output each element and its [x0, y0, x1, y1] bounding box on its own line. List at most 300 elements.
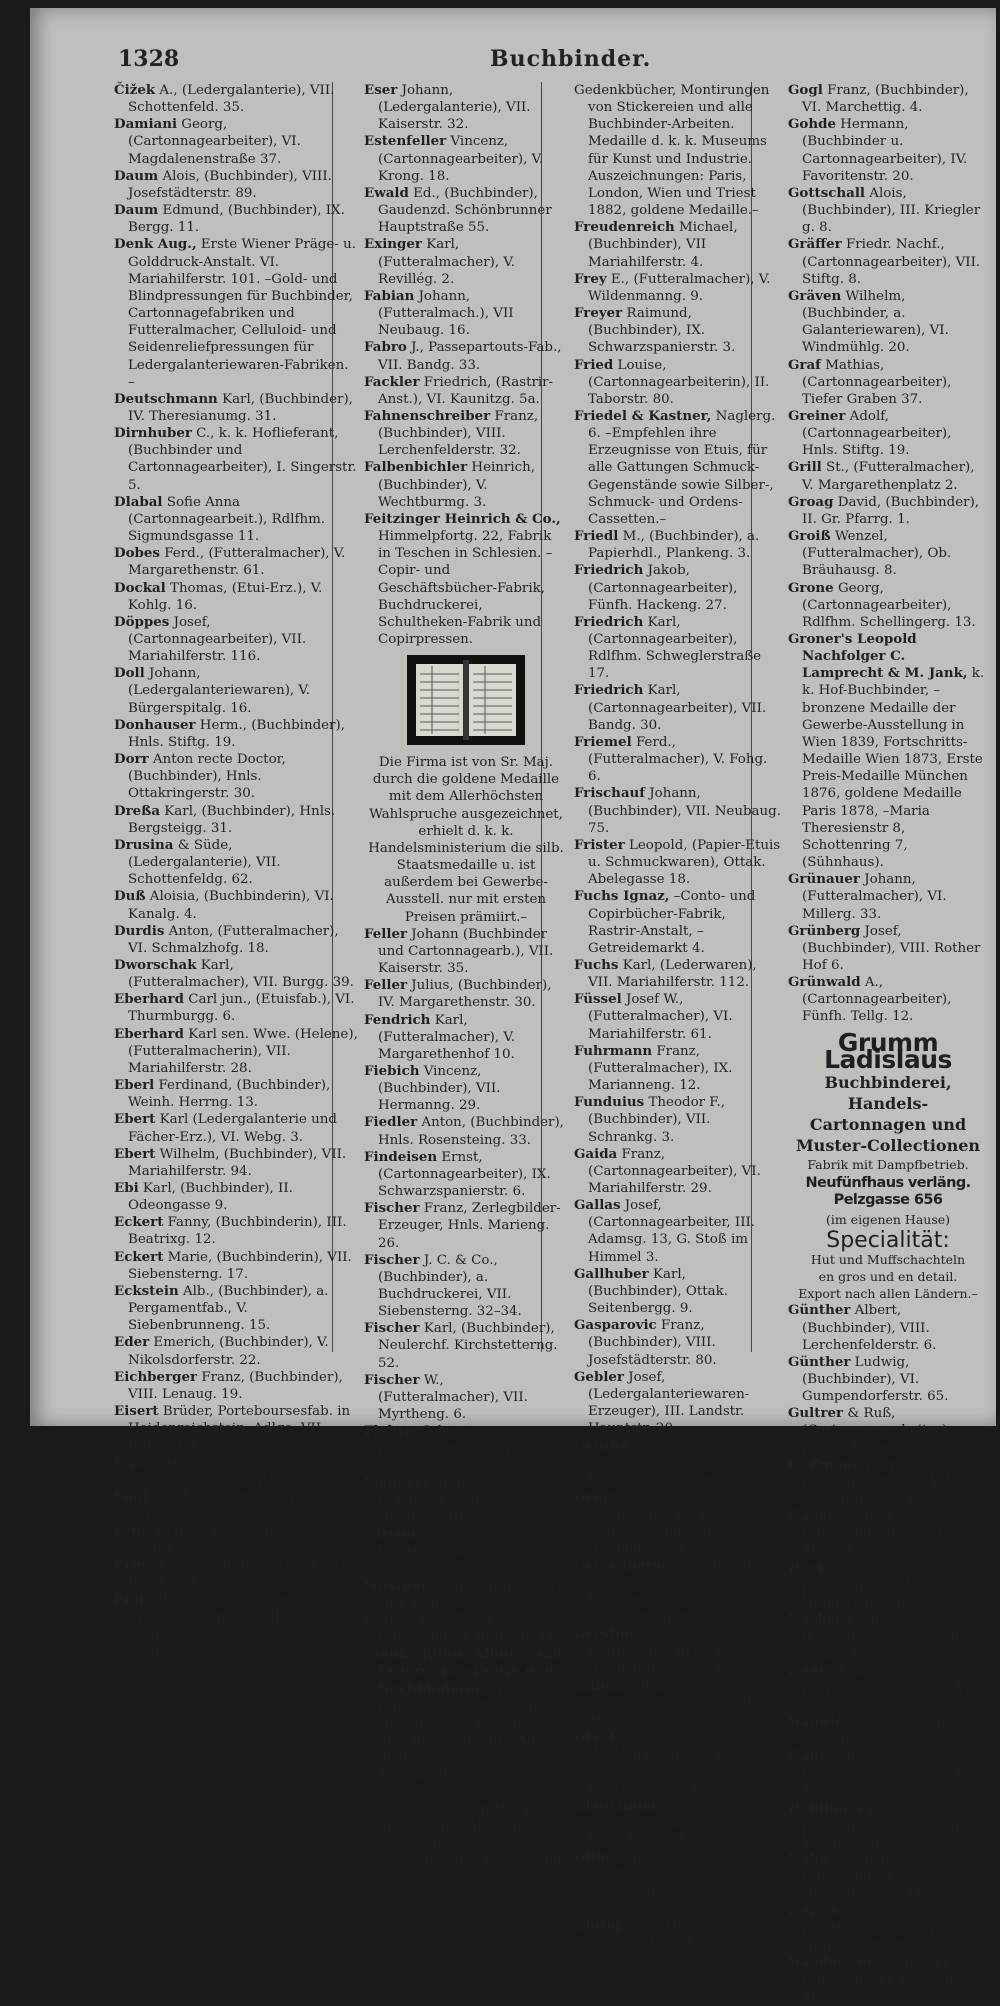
- entry-details: Herm., (Buchbinder), Hnls. Stiftg. 19.: [128, 717, 345, 750]
- entry-name: Dworschak: [114, 956, 197, 973]
- directory-entry: [788, 631, 988, 871]
- directory-entry: [114, 1403, 358, 1454]
- entry-name: Ebert: [114, 1111, 156, 1128]
- entry-name: Fahnenschreiber: [364, 407, 491, 424]
- directory-entry: [114, 1111, 358, 1145]
- directory-entry: [788, 528, 988, 579]
- entry-details: Marie, (Buchbinderin), VII. Siebensterng. 17.: [128, 1249, 352, 1282]
- entry-details: M., (Buchbinder), a. Papierhdl., Plankeng. 3.: [588, 529, 760, 562]
- entry-details: Heinr., (Futteralmacher), Rauhensteing. 7 und Himmelpfortg. 7.: [588, 1489, 729, 1557]
- entry-name: Fischer: [364, 1320, 420, 1337]
- entry-name: Estenfeller: [364, 133, 447, 150]
- entry-name: Eberl: [114, 1077, 155, 1094]
- directory-entry: [364, 926, 568, 977]
- entry-details: Ferdinand, (Buchbinder), Himmelpfortg. 17.: [802, 1852, 928, 1902]
- entry-details: –Conto- und Copirbücher-Fabrik, Rastrir-Anstalt, –Getreidemarkt 4.: [588, 889, 756, 956]
- entry-name: Daum: [114, 167, 159, 184]
- entry-details: Karl, (Futteralmacher), V. Margarethenhof 10.: [378, 1012, 515, 1062]
- directory-entry: [788, 1405, 988, 1456]
- entry-details: k. k. Hof-Buchbinder, –bronzene Medaille der Gewerbe-Ausstellung in Wien 1839, Fortschritts-Medaille Wien 1873, Erste Preis-Medaille München 1876, goldene Medaille Paris 1878, –Maria Theresienstr 8, Schottenring 7, (Sühnhaus).: [802, 666, 985, 871]
- directory-entry: [114, 665, 358, 716]
- entry-details: Anton recte Doctor, (Buchbinder), Hnls. Ottakringerstr. 30.: [128, 752, 286, 802]
- entry-name: Dorr: [114, 751, 149, 768]
- directory-entry: [574, 1678, 782, 1729]
- directory-entry: [788, 974, 988, 1025]
- entry-details: Franz, (Futteralmacher), IX. Marianneng. 12.: [588, 1043, 733, 1094]
- directory-entry: [364, 1526, 568, 1577]
- entry-name: Čižek: [114, 82, 156, 98]
- directory-entry: [114, 1249, 358, 1283]
- directory-entry: [574, 1849, 782, 1918]
- entry-name: Exinger: [364, 236, 422, 253]
- directory-entry: [574, 1557, 782, 1626]
- entry-name: Grill: [788, 459, 822, 476]
- directory-entry: [364, 408, 568, 459]
- directory-entry: [574, 528, 782, 562]
- directory-entry: [114, 1180, 358, 1214]
- entry-details: Karl, (Futteralmacher), V. Revillég. 2.: [378, 237, 515, 287]
- entry-name: Günther: [788, 1302, 851, 1319]
- entry-details: Wilhelm, (Buchbinder, a. Galanteriewaren), VI. Windmühlg. 20.: [802, 288, 949, 356]
- entry-name: Grone: [788, 579, 834, 596]
- directory-entry: [788, 580, 988, 631]
- entry-name: Groag: [788, 493, 834, 510]
- entry-name: Halik: [788, 1851, 829, 1868]
- entry-name: Hadwig: [788, 1714, 845, 1731]
- entry-details: Johann, (Buchbinder), VII. Neubaug. 75.: [588, 786, 781, 836]
- entry-details: Ferd., (Futteralmacher), V. Fohg. 6.: [588, 734, 768, 785]
- entry-name: Grünberg: [788, 922, 861, 939]
- directory-entry: [788, 1457, 988, 1508]
- entry-details: Heinrich, (Buchbinder), V. Wechtburmg. 3.: [378, 460, 535, 510]
- entry-name: Fuhrmann: [574, 1042, 653, 1059]
- entry-name: Grünauer: [788, 871, 860, 888]
- ad-line: (im eigenen Hause): [825, 1212, 951, 1228]
- entry-name: Fischer: [364, 1200, 420, 1217]
- entry-name: Flohrer: [364, 1423, 420, 1440]
- directory-entry: [574, 1197, 782, 1266]
- entry-name: Forstner: [364, 1577, 428, 1594]
- directory-entry: [364, 1320, 568, 1371]
- directory-entry: [114, 1334, 358, 1368]
- column-2-entries-top: [364, 82, 568, 648]
- ad-line: Muster-Collectionen: [795, 1135, 981, 1155]
- entry-details: Mathias, (Rastrirer), Ottak. Hauptstr. 107.: [378, 1475, 502, 1526]
- directory-entry: [114, 1214, 358, 1248]
- entry-details: David, (Buchbinder), II. Gr. Pfarrg. 1.: [802, 494, 980, 527]
- entry-details: Karl, (Buchbinder), Ottak. Seitenbergg. 9.: [588, 1266, 729, 1317]
- directory-entry: [364, 339, 568, 373]
- entry-details: Ferdinand, (Buchbinder), Weinh. Herrng. 13.: [128, 1078, 331, 1111]
- entry-name: Frank: [364, 1611, 409, 1628]
- directory-entry: [364, 185, 568, 236]
- directory-entry: [114, 82, 358, 116]
- entry-details: Josef, (Buchbinder), VIII. Rother Hof 6.: [802, 923, 981, 973]
- directory-entry: [788, 185, 988, 236]
- entry-name: Freudenreich: [574, 219, 675, 236]
- directory-entry: [788, 494, 988, 528]
- directory-entry: [788, 116, 988, 185]
- entry-details: & Ruß, (Cartonnagearbeiter), Fünfh. Rosinag. 8.: [802, 1406, 952, 1456]
- entry-name: Geißenberger: [574, 1557, 678, 1574]
- entry-details: Johann, (Ledergalanteriewaren), V. Bürgerspitalg. 16.: [128, 666, 311, 716]
- entry-name: Gräven: [788, 287, 842, 304]
- entry-details: St., (Futteralmacher), V. Margarethenplatz 2.: [802, 460, 975, 493]
- directory-entry: [574, 1266, 782, 1317]
- entry-name: Ermes: [114, 1523, 162, 1540]
- entry-details: Julius, (Buchbinder), IV. Margarethenstr. 30.: [378, 978, 552, 1011]
- directory-entry: [574, 1146, 782, 1197]
- entry-details: Josef, (Cartonnagearbeiter), VII. Mariahilferstr. 116.: [128, 614, 307, 665]
- directory-entry: [788, 1903, 988, 1954]
- ad-line: Export nach allen Ländern.–: [798, 1286, 978, 1302]
- entry-details: Ernst, (Cartonnagearbeiter), IX. Schwarzspanierstr. 6.: [378, 1149, 551, 1200]
- page-title: Buchbinder.: [490, 46, 652, 72]
- directory-entry: [114, 1369, 358, 1403]
- entry-name: Feller: [364, 977, 408, 994]
- entry-name: Fendrich: [364, 1011, 431, 1028]
- directory-entry: [788, 1611, 988, 1662]
- directory-entry: [114, 1557, 358, 1591]
- entry-name: Geiger: [574, 1488, 624, 1505]
- directory-entry: [574, 1369, 782, 1438]
- entry-details: Naglerg. 6. –Empfehlen ihre Erzeugnisse von Etuis, für alle Gattungen Schmuck-Gegenstände sowie Silber-, Schmuck- und Ordens-Cassetten.–: [588, 408, 776, 527]
- ad-speciality: Specialität:: [826, 1228, 950, 1254]
- entry-name: Förster: [364, 1526, 419, 1543]
- ad-address: Neufünfhaus verläng. Pelzgasse 656: [805, 1174, 971, 1209]
- entry-name: Ewald: [364, 184, 409, 201]
- entry-details: Franz, (Buchbinder), VIII. Lenaug. 19.: [128, 1369, 343, 1402]
- entry-name: Gebler: [574, 1368, 624, 1385]
- entry-details: Johann, (Ledergalanteriewaren-Erzeuger), VII. Myrthengasse 3.: [588, 1730, 750, 1797]
- directory-entry: [364, 1475, 568, 1526]
- directory-entry: [114, 1523, 358, 1557]
- entry-name: Dlabal: [114, 493, 163, 510]
- entry-details: A., (Cartonnagearbeiter), Fünfh. Tellg. 12.: [802, 975, 952, 1025]
- entry-name: Fiebich: [364, 1062, 420, 1079]
- directory-entry: [114, 1489, 358, 1523]
- entry-details: J., Passepartouts-Fab., VII. Bandg. 33.: [378, 340, 562, 373]
- entry-name: Hamberger: [788, 1954, 874, 1971]
- entry-name: Gaida: [574, 1145, 618, 1162]
- entry-details: Friedr. Nachf., (Cartonnagearbeiter), VII. Stiftg. 8.: [802, 237, 981, 287]
- entry-details: Anton, (Buchbinder), Hnls. Rosensteing. 33.: [378, 1115, 564, 1148]
- entry-name: Hacker: [788, 1559, 843, 1576]
- directory-entry: [574, 1626, 782, 1677]
- entry-name: Eisert: [114, 1403, 159, 1420]
- entry-details: L., (Buchbinder), II. Unt. Donaustr. 39.: [378, 1578, 567, 1611]
- directory-entry: [114, 236, 358, 390]
- directory-entry: [364, 1423, 568, 1474]
- entry-details: Wiener Lederwaren-Productiv-Genoss., VII. Andreasgasse 5. Vorst. Heinrich Gehrke.: [128, 1592, 347, 1660]
- entry-details: Aloisia, (Buchbinderin), VI. Kanalg. 4.: [128, 889, 334, 922]
- directory-entry: [574, 1798, 782, 1849]
- entry-name: Engl: [114, 1488, 149, 1505]
- entry-name: Donhauser: [114, 716, 196, 733]
- directory-entry: [114, 957, 358, 991]
- entry-name: Dockal: [114, 579, 166, 596]
- directory-entry: [364, 977, 568, 1011]
- entry-details: E., (Futteralmacher), V. Wildenmanng. 9.: [588, 271, 771, 304]
- entry-name: Friedel & Kastner,: [574, 407, 712, 424]
- ad-line: en gros und en detail.: [818, 1269, 958, 1285]
- entry-name: Eberhard: [114, 991, 184, 1008]
- entry-name: Döppes: [114, 613, 170, 630]
- entry-name: Eichberger: [114, 1368, 198, 1385]
- entry-details: Vincenz, (Cartonnagearbeiter), V. Krong. 18.: [378, 134, 544, 184]
- entry-details: Die Firma ist von Sr. Maj. durch die goldene Medaille mit dem Allerhöchsten Wahlspruche ausgezeichnet, erhielt d. k. k. Handelsministerium die silb. Staatsmedaille u. ist außerdem bei Gewerbe-Ausstell. nur mit ersten Preisen prämiirt.–: [368, 755, 564, 925]
- entry-name: Friemel: [574, 733, 632, 750]
- entry-name: Doll: [114, 665, 145, 682]
- directory-entry: [574, 1437, 782, 1488]
- entry-details: Franz, (Buchbinder), VI. Marchettig. 4.: [802, 83, 969, 116]
- directory-entry: [574, 82, 782, 219]
- entry-details: Karl, (Lederwaren), VII. Mariahilferstr. 112.: [588, 957, 757, 991]
- entry-name: Damiani: [114, 116, 178, 133]
- entry-name: Friedrich: [574, 562, 644, 579]
- entry-name: Ebert: [114, 1145, 156, 1162]
- directory-entry: [788, 871, 988, 922]
- entry-name: Gilhart: [574, 1677, 628, 1694]
- directory-entry: [788, 1560, 988, 1611]
- entry-details: Jakob, (Buchbinder), V. Wehrg. 20.: [128, 1524, 322, 1557]
- directory-entry: [574, 682, 782, 733]
- entry-details: Johann, (Futteralmacher), VI. Millerg. 33.: [802, 872, 947, 922]
- entry-name: Fried: [574, 356, 614, 373]
- entry-name: Frey: [574, 270, 607, 287]
- directory-entry: [574, 888, 782, 957]
- entry-details: Albert, (Buchbinder), VIII. Lerchenfelderstr. 6.: [802, 1303, 937, 1353]
- entry-details: Gedenkbücher, Montirungen von Stickereien und alle Buchbinder-Arbeiten. Medaille d. k. k. Museums für Kunst und Industrie. Auszeichnungen: Paris, London, Wien und Triest 1882, goldene Medaille.–: [574, 83, 770, 219]
- entry-name: Gallas: [574, 1197, 621, 1214]
- open-ledger-book-icon: [406, 654, 526, 746]
- entry-details: Wilhelm, (Buchbinder), VII. Mariahilferstr. 94.: [128, 1146, 347, 1179]
- entry-name: Graf: [788, 356, 821, 373]
- directory-entry: [574, 1317, 782, 1368]
- directory-entry: [574, 219, 782, 270]
- entry-name: Gultrer: [788, 1405, 844, 1422]
- entry-details: Johann, (Ledergalanterie), Fünfh. Pelzg. 1.: [378, 1424, 551, 1474]
- entry-details: Vincenz, (Buchbinder), VII. Hermanng. 29.: [378, 1063, 501, 1114]
- entry-name: Gerstner: [574, 1626, 641, 1643]
- column-3: [574, 82, 782, 1969]
- entry-details: Sofie Anna (Cartonnagearbeit.), Rdlfhm. Sigmundsgasse 11.: [128, 494, 326, 545]
- entry-name: Greiner: [788, 407, 846, 424]
- ad-line: Cartonnagen und: [809, 1114, 967, 1134]
- entry-name: Hahn: [788, 1748, 829, 1765]
- directory-entry: [364, 133, 568, 184]
- entry-name: Eckstein: [114, 1282, 179, 1299]
- entry-name: Fabro: [364, 339, 407, 356]
- entry-name: Friedrich: [574, 613, 644, 630]
- directory-entry: [574, 408, 782, 528]
- entry-details: Anton, (Buchbinder), IV. Hundsthurmerstr. 2.: [802, 1560, 941, 1611]
- entry-name: Fiedler: [364, 1114, 418, 1131]
- entry-name: Findeisen: [364, 1148, 438, 1165]
- entry-name: Fabian: [364, 287, 415, 304]
- entry-details: Joh., (Futteralmacher), V. Hundsthurmerstr. 89.: [802, 1903, 950, 1954]
- entry-details: Jgn., (Cartonnagearbeiter), Neulerchf. Kirchstetterng. 40.: [588, 1850, 768, 1917]
- entry-details: Felix, (Ledergalanterie), V Grüng. 12.: [128, 1455, 343, 1488]
- entry-details: Josef W., (Futteralmacher), VI. Mariahilferstr. 61.: [588, 992, 733, 1042]
- entry-details: Franz, (Ledergalanteriewaren), Fünfh. Burgg. 3.: [802, 1612, 969, 1662]
- entry-details: Josef, (Buchbinder), a. Papierhdl., IV. Karolineng. 28.: [588, 1918, 777, 1969]
- entry-details: W., (Futteralmacher), VII. Myrtheng. 6.: [378, 1372, 528, 1423]
- entry-details: Alois, (Buchbinder), III. Kriegler g. 8.: [802, 185, 981, 236]
- entry-details: Frz., (Buchbinder), IV. Margarethenstr. 74.: [802, 1715, 979, 1748]
- entry-name: Daum: [114, 202, 159, 219]
- entry-name: Gottschall: [788, 184, 866, 201]
- directory-entry: [788, 1663, 988, 1714]
- directory-entry: [364, 288, 568, 339]
- entry-details: Ed., (Buchbinder), Gaudenzd. Schönbrunner Hauptstraße 55.: [378, 185, 552, 236]
- directory-entry: [788, 1508, 988, 1559]
- entry-name: Dreßa: [114, 802, 161, 819]
- directory-entry: [574, 357, 782, 408]
- entry-details: Wenzel, (Futteralmacher), Ob. Bräuhausg. 8.: [802, 529, 952, 579]
- directory-entry: [788, 1354, 988, 1405]
- entry-name: Drusina: [114, 836, 174, 853]
- entry-name: Friedl: [574, 528, 619, 545]
- entry-name: Eder: [114, 1334, 150, 1351]
- entry-details: Raimund, (Buchbinder), IX. Schwarzspanierstr. 3.: [588, 306, 736, 356]
- entry-name: Eser: [364, 82, 398, 98]
- directory-entry: [114, 545, 358, 579]
- entry-name: Eberhard: [114, 1025, 184, 1042]
- entry-details: Carl jun., (Etuisfab.), VI. Thurmburgg. 6.: [128, 992, 355, 1025]
- entry-name: Funduius: [574, 1094, 645, 1111]
- directory-entry: [364, 459, 568, 510]
- entry-name: Denk Aug.,: [114, 236, 197, 253]
- entry-name: Freyer: [574, 305, 623, 322]
- entry-name: Friedrich: [574, 682, 644, 699]
- directory-entry: [788, 923, 988, 974]
- entry-name: Duß: [114, 888, 146, 905]
- entry-details: Karl (Ledergalanterie und Fächer-Erz.), VI. Webg. 3.: [128, 1112, 337, 1145]
- entry-details: Karl, (Cartonnagearbeiter), VII. Bandg. 30.: [588, 683, 767, 733]
- entry-details: Friedrich, (Rastrir-Anst.), VI. Kaunitzg. 5a.: [378, 374, 554, 407]
- entry-name: Frister: [574, 836, 625, 853]
- entry-details: Leopold, (Papier-Etuis u. Schmuckwaren), Ottak. Abelegasse 18.: [588, 837, 781, 888]
- entry-name: Hacker: [788, 1611, 843, 1628]
- column-2-entries-bottom: [364, 926, 568, 1870]
- entry-name: Hader: [788, 1662, 835, 1679]
- directory-entry: [574, 614, 782, 683]
- entry-details: Franz, (Buchbinder), VIII. Josefstädterstr. 80.: [588, 1318, 717, 1368]
- entry-details: Thomas, (Etui-Erz.), V. Kohlg. 16.: [128, 580, 323, 613]
- directory-entry: [364, 1200, 568, 1251]
- column-2-award-note: [364, 754, 568, 926]
- entry-name: Füssel: [574, 991, 622, 1008]
- directory-entry: [788, 1714, 988, 1748]
- entry-details: Johann (Buchbinder und Cartonnagearb.), VII. Kaiserstr. 35.: [378, 926, 554, 977]
- entry-name: Gallhuber: [574, 1265, 649, 1282]
- directory-entry: [788, 1851, 988, 1902]
- directory-entry: [364, 1578, 568, 1612]
- entry-name: Günther: [788, 1353, 851, 1370]
- entry-details: Johann, (Cartonnagearbeiter), V. Nikolsdorferstr. 32.: [802, 1749, 968, 1799]
- entry-name: Fischer: [364, 1371, 420, 1388]
- column-2: [364, 82, 568, 1869]
- entry-details: Leop. Franz, (Buchbinder), Rumpfg. 11.: [378, 1612, 560, 1646]
- directory-entry: [788, 1954, 988, 2005]
- entry-details: Anton, (Futteralmacher), VI. Schmalzhofg. 18.: [128, 923, 339, 956]
- entry-details: Franz, (Cartonnagearbeiter), VI. Mariahilferstr. 29.: [588, 1146, 761, 1196]
- entry-name: Eckert: [114, 1214, 164, 1231]
- entry-details: Georg, (Cartonnagearbeiter), Rdlfhm. Schellingerg. 13.: [802, 580, 976, 630]
- directory-entry: [574, 271, 782, 305]
- ad-line: Buchbinderei, Handels-: [824, 1072, 952, 1113]
- entry-name: Groiß: [788, 528, 831, 545]
- entry-details: Johann, (Cartonnagearbeiter), VI. Enzelg. 7.: [802, 1663, 975, 1713]
- entry-details: Josef, (Ledergalanteriewaren), VI. Westbahnstr. 7.: [802, 1800, 969, 1851]
- directory-entry: [114, 923, 358, 957]
- entry-name: Gogl: [788, 82, 823, 98]
- entry-details: Georg, (Cartonnagearbeiter), VI. Magdalenenstraße 37.: [128, 117, 301, 167]
- directory-entry: [114, 391, 358, 425]
- entry-details: Karl, (Buchbinder), IV. Theresianumg. 31.: [128, 391, 353, 424]
- entry-name: Gasparovic: [574, 1317, 657, 1334]
- entry-name: Gling: [574, 1849, 615, 1866]
- entry-details: Theodor F., (Buchbinder), VII. Schrankg. 3.: [588, 1095, 726, 1145]
- entry-details: Agnes, (Cartonnagearbeiterin), Hnls. Krong. 13.: [588, 1798, 751, 1848]
- entry-name: Habal: [788, 1508, 833, 1525]
- entry-details: Himmelpfortg. 22, Fabrik in Teschen in Schlesien. –Copir- und Geschäftsbücher-Fabrik, Buchdruckerei, Schultheken-Fabrik und Copirpressen.: [378, 529, 553, 647]
- directory-entry: [114, 425, 358, 494]
- entry-name: Fuchs Ignaz,: [574, 888, 670, 905]
- entry-details: Johann, (Ledergalanterie), VII. Kaiserstr. 32.: [378, 83, 531, 133]
- entry-name: Dobes: [114, 545, 160, 562]
- entry-details: Alois, (Buchbinder), VIII. Josefstädterstr. 89.: [128, 168, 332, 201]
- entry-details: Edmund, (Buchbinder), IX. Bergg. 11.: [128, 203, 345, 236]
- directory-entry: [114, 116, 358, 167]
- directory-entry: [114, 202, 358, 236]
- directory-entry: [574, 991, 782, 1042]
- entry-details: Adolf, (Cartonnagearbeiter), Hnls. Stiftg. 19.: [802, 408, 952, 459]
- directory-entry: [574, 957, 782, 991]
- directory-entry: [114, 1592, 358, 1661]
- entry-name: Franke Julius, Album- und Lederwaren-Fabrik und Buchbinderei,: [364, 1646, 562, 1697]
- directory-entry: [364, 511, 568, 648]
- entry-details: A., (Ledergalanterie), VII. Schottenfeld. 35.: [128, 83, 335, 116]
- entry-details: Bernh., (Ledergalanterie), VII. Schottenfeldg. 24.: [802, 1457, 955, 1508]
- entry-details: Franz, (Buchbinder), VIII. Lerchenfelderstr. 32.: [378, 408, 539, 459]
- entry-details: Louise, (Cartonnagearbeiterin), II. Taborstr. 80.: [588, 357, 770, 407]
- entry-name: Glaubinger: [574, 1797, 659, 1814]
- directory-entry: [114, 991, 358, 1025]
- directory-page: [30, 8, 996, 2005]
- directory-entry: [574, 837, 782, 888]
- entry-details: Adolf, (Cartonnagearbeiter), X. Goetheg. 18.: [128, 1489, 346, 1522]
- entry-details: Karl, (Cartonnagearbeiter), Rdlfhm. Schweglerstraße 17.: [588, 614, 762, 682]
- directory-entry: [788, 408, 988, 459]
- directory-entry: [574, 1729, 782, 1798]
- directory-entry: [114, 1077, 358, 1111]
- directory-entry: [364, 1012, 568, 1063]
- entry-details: Karl, (Futteralmacher), VII. Burgg. 39.: [128, 957, 354, 991]
- entry-name: Glaßl: [574, 1729, 615, 1745]
- entry-name: Feller: [364, 925, 408, 942]
- entry-name: Durdis: [114, 922, 165, 939]
- entry-name: Fuchs: [574, 956, 619, 973]
- entry-details: Ferdinand, (Ledergalanteriewaren-Erzeuger), Fünfh. Schönbrunnerstr. 9.: [588, 1558, 756, 1625]
- entry-name: Halma: [788, 1902, 838, 1919]
- entry-details: Ludwig, (Buchbinder), VI. Gumpendorferstr. 65.: [802, 1354, 949, 1405]
- entry-name: Haidinger: [788, 1799, 864, 1816]
- entry-details: Karl sen. Wwe. (Helene), (Futteralmacherin), VII. Mariahilferstr. 28.: [128, 1026, 358, 1076]
- entry-details: J. C. & Co., (Buchbinder), a. Buchdruckerei, VII. Siebensterng. 32–34.: [378, 1252, 522, 1320]
- entry-details: Karl, (Ledergalanterie), VII. Bandg. 17.: [128, 1558, 349, 1591]
